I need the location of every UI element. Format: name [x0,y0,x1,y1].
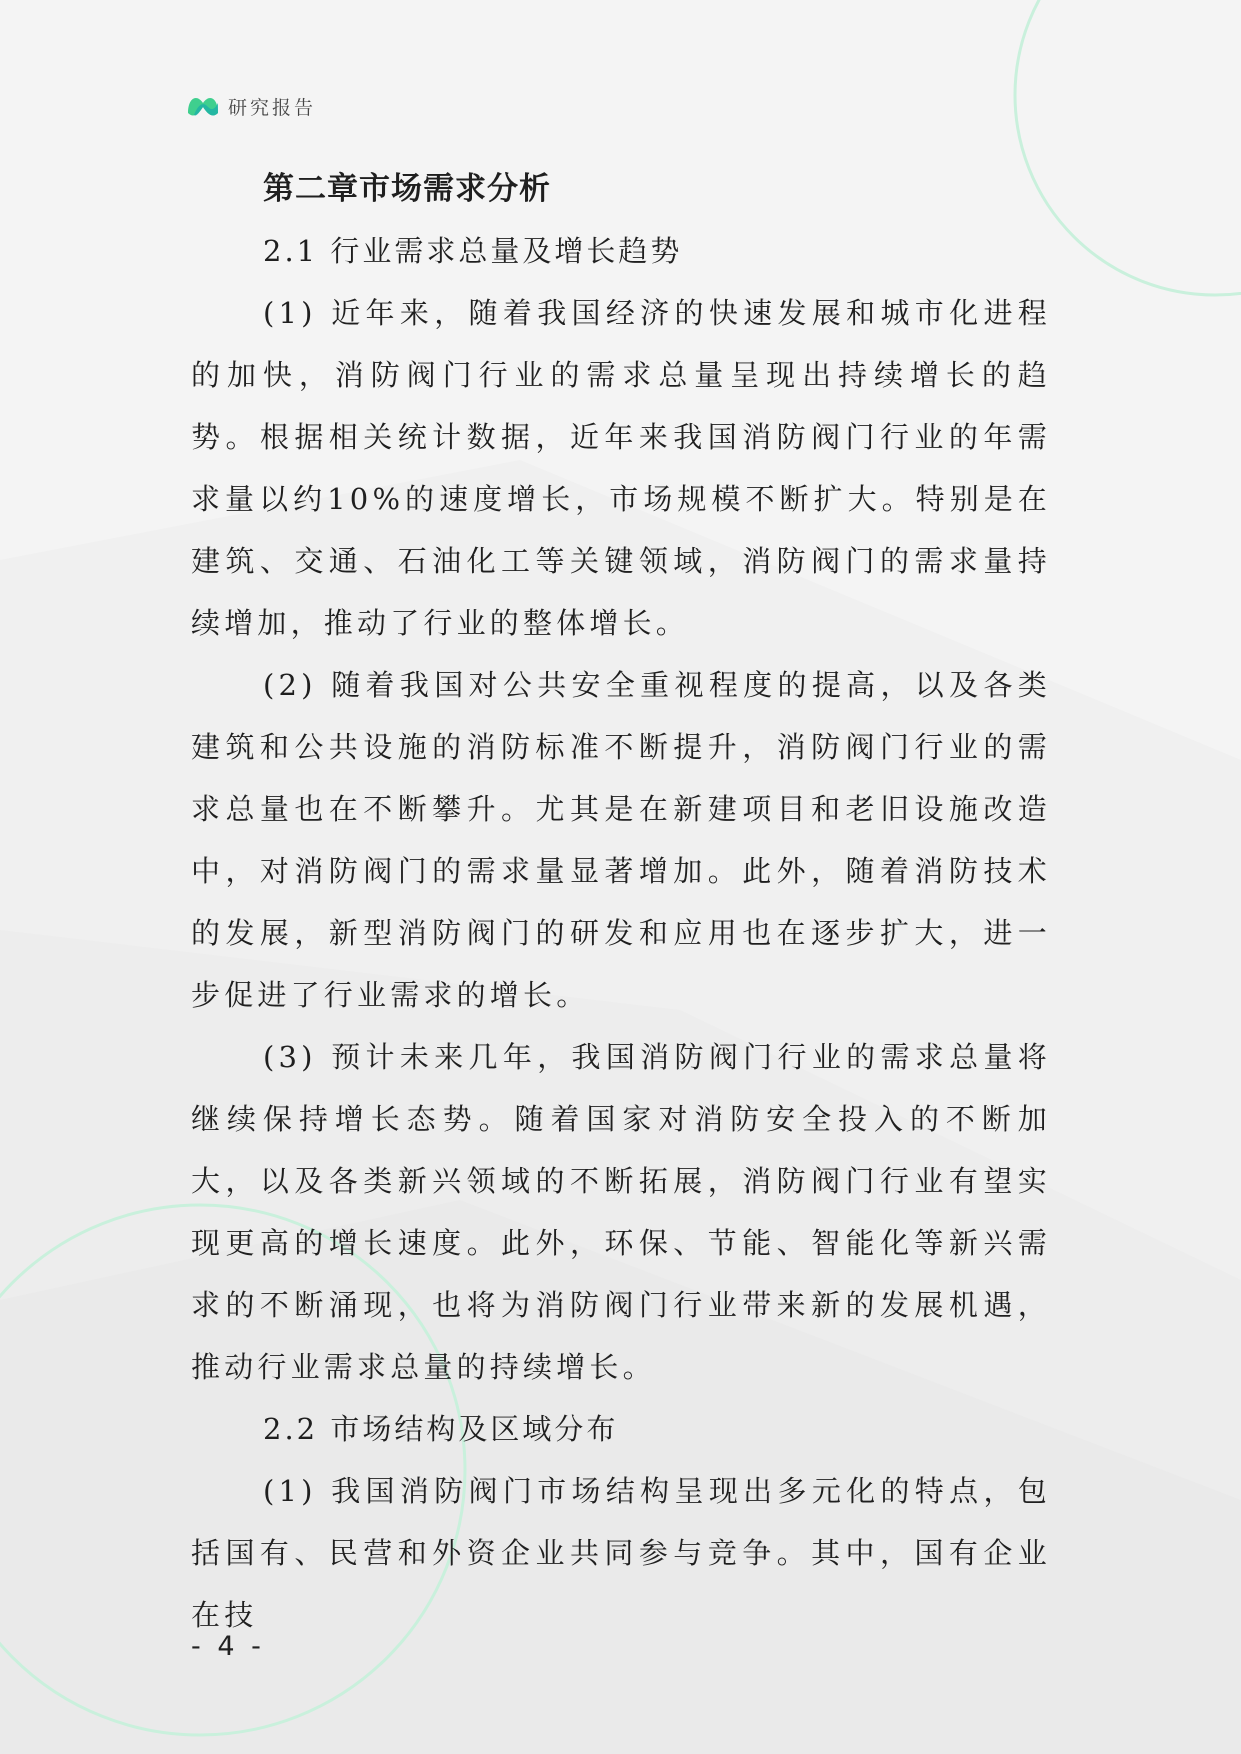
section-title-2-1: 2.1 行业需求总量及增长趋势 [263,234,683,268]
chapter-title: 第二章市场需求分析 [263,171,551,207]
paragraph-2-2-1: (1) 我国消防阀门市场结构呈现出多元化的特点，包括国有、民营和外资企业共同参与竞争。其中，国有企业在技 [191,1474,1051,1632]
paragraph-2-1-1: (1) 近年来，随着我国经济的快速发展和城市化进程的加快，消防阀门行业的需求总量呈现出持续增长的趋势。根据相关统计数据，近年来我国消防阀门行业的年需求量以约10%的速度增长，市场规模不断扩大。特别是在建筑、交通、石油化工等关键领域，消防阀门的需求量持续增加，推动了行业的整体增长。 [191,296,1051,640]
header-label: 研究报告 [228,96,317,119]
report-header [186,89,316,123]
section-title-2-2: 2.2 市场结构及区域分布 [263,1412,619,1446]
paragraph-2-1-3: (3) 预计未来几年，我国消防阀门行业的需求总量将继续保持增长态势。随着国家对消防安全投入的不断加大，以及各类新兴领域的不断拓展，消防阀门行业有望实现更高的增长速度。此外，环保、节能、智能化等新兴需求的不断涌现，也将为消防阀门行业带来新的发展机遇，推动行业需求总量的持续增长。 [191,1040,1051,1384]
document-body [191,158,1051,1646]
paragraph-2-1-2: (2) 随着我国对公共安全重视程度的提高，以及各类建筑和公共设施的消防标准不断提升，消防阀门行业的需求总量也在不断攀升。尤其是在新建项目和老旧设施改造中，对消防阀门的需求量显著增加。此外，随着消防技术的发展，新型消防阀门的研发和应用也在逐步扩大，进一步促进了行业需求的增长。 [191,668,1051,1012]
logo-icon [186,89,220,123]
page-number: - 4 - [191,1631,265,1662]
